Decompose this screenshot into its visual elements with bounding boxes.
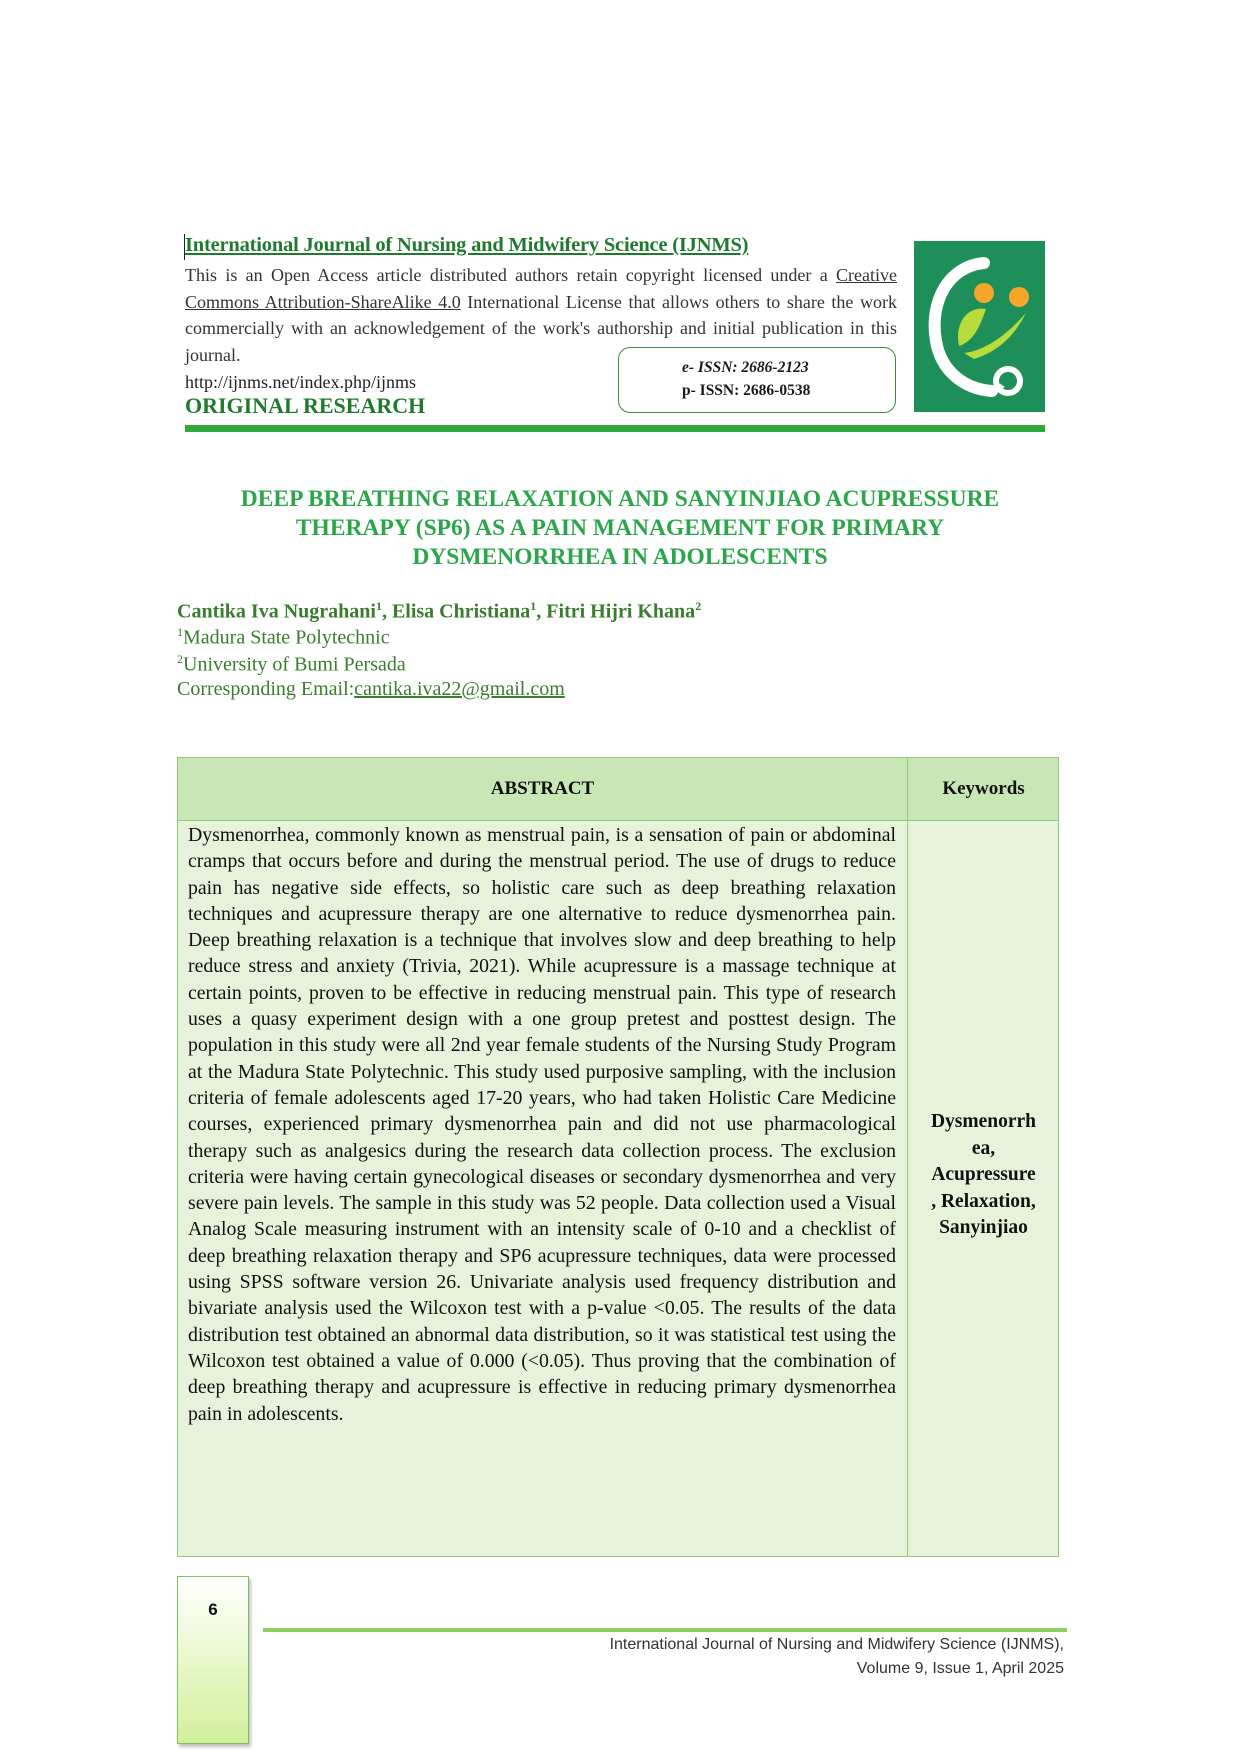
corresponding-label: Corresponding Email: [177,678,355,700]
paper-title-line: THERAPY (SP6) AS A PAIN MANAGEMENT FOR PRIMARY [295,515,945,541]
paper-title-line: DEEP BREATHING RELAXATION AND SANYINJIAO ACUPRESSURE [240,486,1000,512]
license-link[interactable]: Creative Commons Attribution-ShareAlike 4.0 [185,265,897,312]
author-list [177,599,701,624]
ijnms-logo-icon [914,241,1045,412]
footer-divider [263,1628,1067,1632]
header-divider [185,425,1045,432]
keyword-line: Dysmenorrh [930,1111,1037,1132]
section-label: ORIGINAL RESEARCH [185,393,426,418]
affiliation-mark: 1 [177,625,183,639]
paper-title [185,485,1055,572]
keyword-line: ea, [971,1137,996,1159]
affiliation [177,652,406,677]
keyword-line: , Relaxation, [931,1190,1036,1212]
abstract-text: Dysmenorrhea, commonly known as menstrual pain, is a sensation of pain or abdominal cramps that occurs before and during the menstrual period. The use of drugs to reduce pain has negative side effects, so holistic care such as deep breathing relaxation techniques and acupressure therapy are one alternative to reduce dysmenorrhea pain. Deep breathing relaxation is a technique that involves slow and deep breathing to help reduce stress and anxiety (Trivia, 2021). While acupressure is a massage technique at certain points, proven to be effective in reducing menstrual pain. This type of research uses a quasy experiment design with a one group pretest and posttest design. The population in this study were all 2nd year female students of the Nursing Study Program at the Madura State Polytechnic. This study used purposive sampling, with the inclusion criteria of female adolescents aged 17-20 years, who had taken Holistic Care Medicine courses, experienced primary dysmenorrhea pain and did not use pharmacological therapy such as analgesics during the research data collection process. The exclusion criteria were having certain gynecological diseases or secondary dysmenorrhea and very severe pain levels. The sample in this study was 52 people. Data collection used a Visual Analog Scale measuring instrument with an intensity scale of 0-10 and a checklist of deep breathing relaxation therapy and SP6 acupressure techniques, data were processed using SPSS software version 26. Univariate analysis used frequency distribution and bivariate analysis used the Wilcoxon test with a p-value <0.05. The results of the data distribution test obtained an abnormal data distribution, so it was statistical test using the Wilcoxon test obtained a value of 0.000 (<0.05). Thus proving that the combination of deep breathing therapy and acupressure is effective in reducing primary dysmenorrhea pain in adolescents. [188,824,896,1425]
author-affiliation-mark: 1 [530,599,537,613]
author-name: Cantika Iva Nugrahani [177,600,376,623]
affiliation-mark: 2 [177,652,183,666]
author-name: Fitri Hijri Khana [546,600,696,623]
issn-box [618,347,896,413]
email-link[interactable]: cantika.iva22@gmail.com [354,678,565,700]
journal-url[interactable]: http://ijnms.net/index.php/ijnms [185,372,417,392]
affiliation [177,625,390,650]
author-affiliation-mark: 1 [375,599,382,613]
journal-title[interactable]: International Journal of Nursing and Midwifery Science (IJNMS) [185,234,749,256]
keywords-heading: Keywords [942,778,1025,799]
corresponding-email [177,678,565,701]
keyword-line: Acupressure [931,1164,1036,1185]
author-name: Elisa Christiana [391,600,531,623]
e-issn: e- ISSN: 2686-2123 [682,359,809,376]
license-text-before: This is an Open Access article distributed authors retain copyright licensed under a [185,265,837,285]
footer-volume: Volume 9, Issue 1, April 2025 [856,1660,1064,1677]
license-text-after: International License that allows others to share the work commercially with an acknowledgement of the work's authorship and initial publication in this journal. [185,291,897,366]
p-issn: p- ISSN: 2686-0538 [682,382,811,399]
author-separator: , [536,600,547,623]
keyword-line: Sanyinjiao [939,1217,1028,1238]
keywords-list [912,1109,1055,1242]
footer-journal-name: International Journal of Nursing and Midwifery Science (IJNMS), [609,1636,1064,1653]
affiliation-name: University of Bumi Persada [183,653,406,676]
author-affiliation-mark: 2 [695,599,702,613]
paper-title-line: DYSMENORRHEA IN ADOLESCENTS [412,544,828,570]
author-separator: , [381,600,392,623]
page-number: 6 [208,1600,218,1619]
abstract-heading: ABSTRACT [490,778,595,799]
affiliation-name: Madura State Polytechnic [183,626,390,649]
